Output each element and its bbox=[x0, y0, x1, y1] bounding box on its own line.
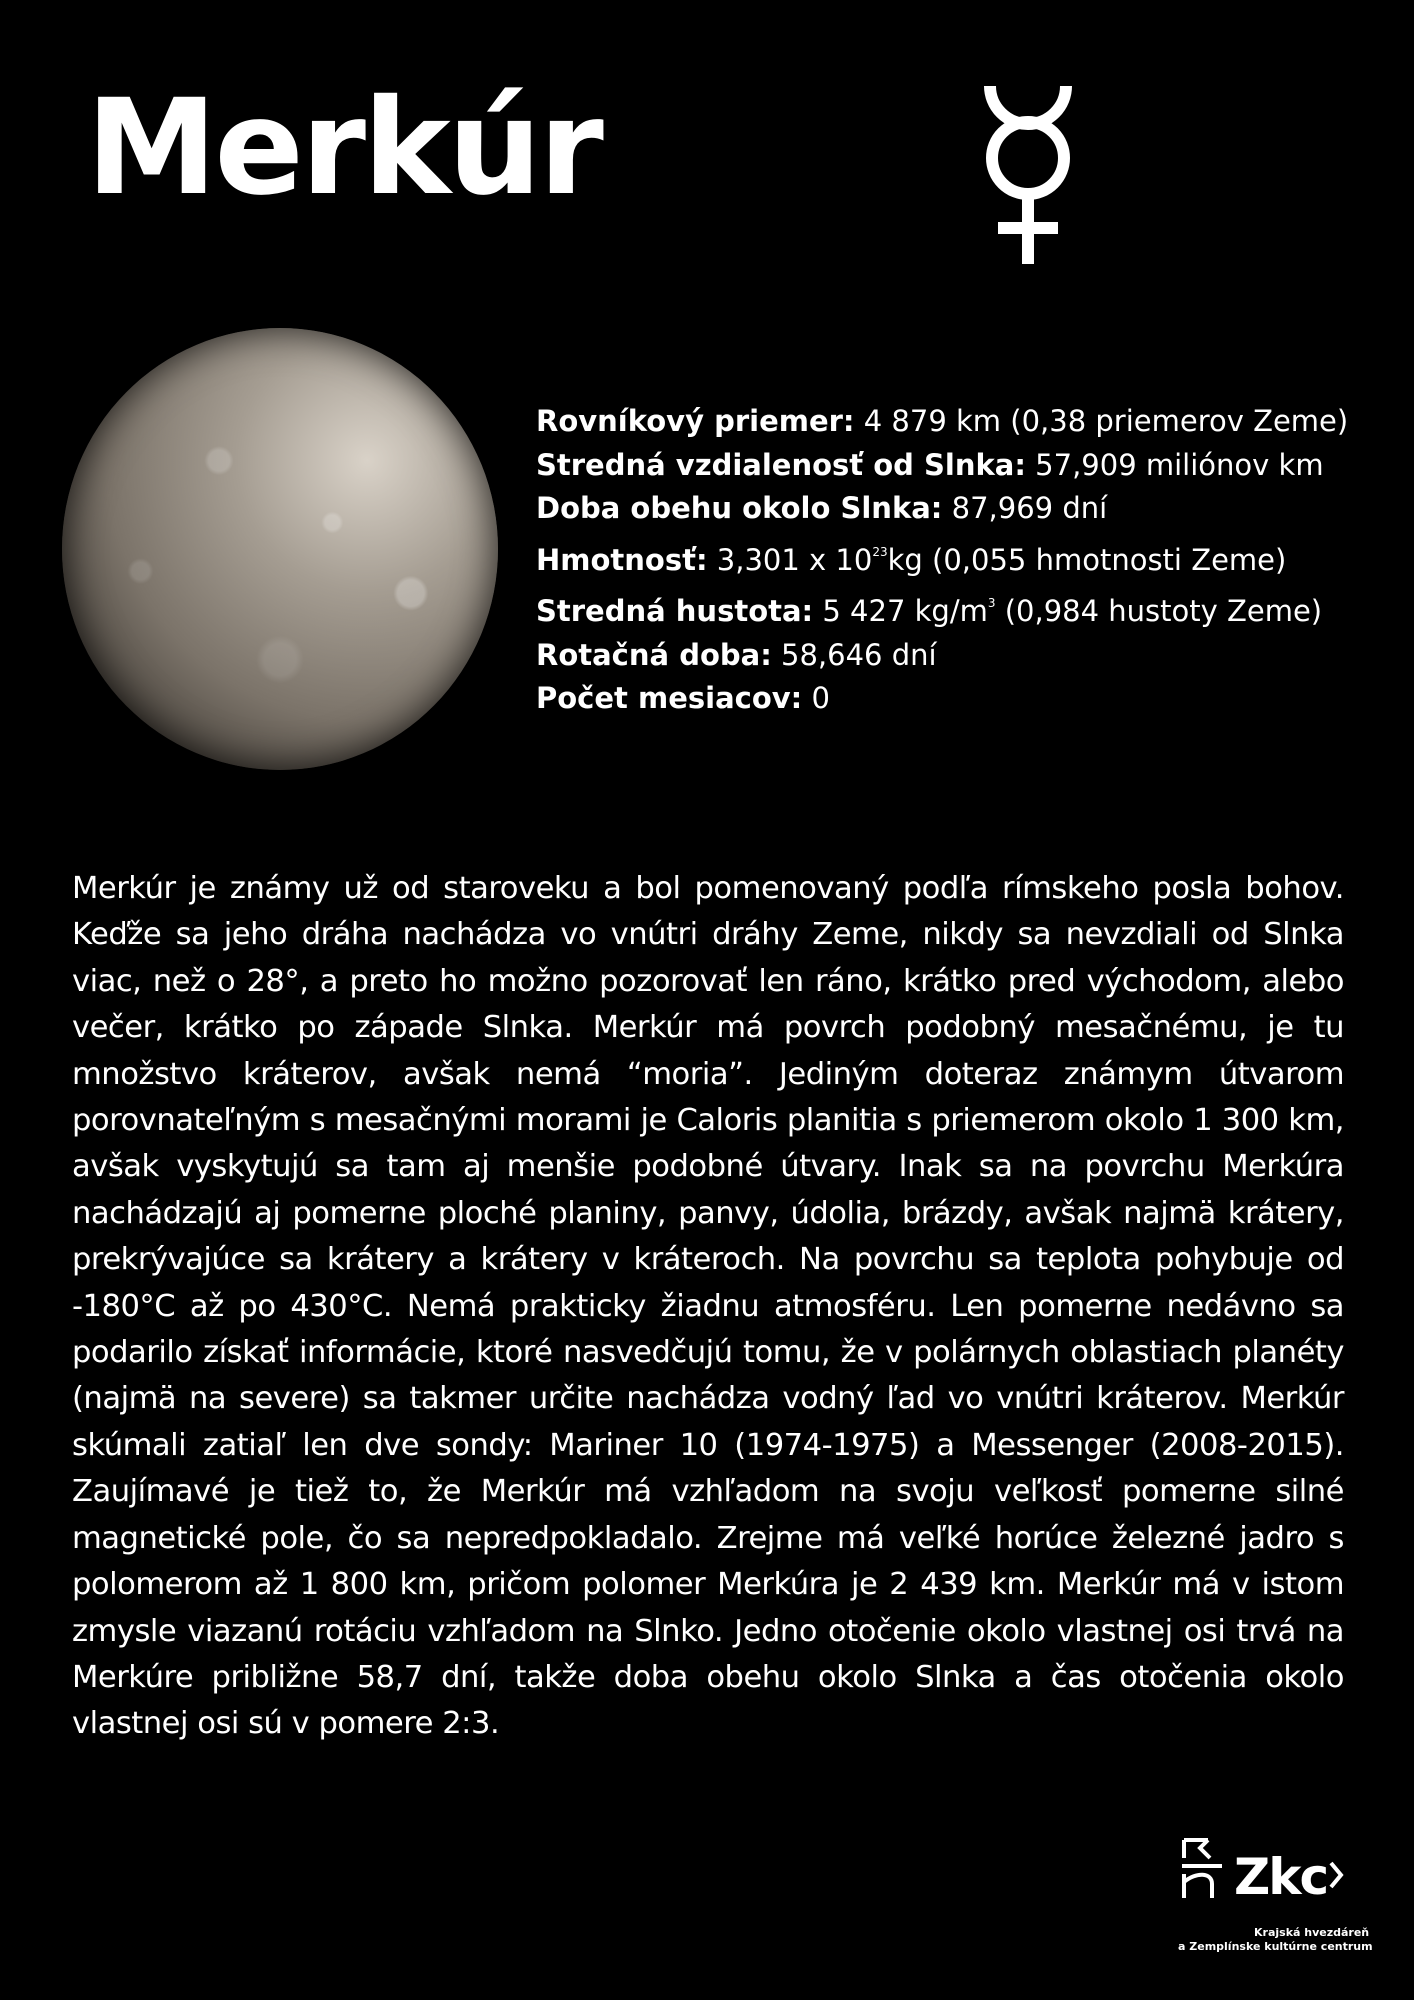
mercury-symbol-icon bbox=[980, 82, 1076, 272]
planet-stats bbox=[536, 400, 1376, 721]
kh-logo-icon bbox=[1178, 1838, 1226, 1902]
logo-subtitle-line2: a Zemplínske kultúrne centrum bbox=[1178, 1940, 1373, 1953]
stat-rotation-period: Rotačná doba: 58,646 dní bbox=[536, 637, 937, 672]
stat-mean-density: Stredná hustota: 5 427 $kg/m^3$ (0,984 hustoty Zeme) bbox=[536, 594, 1323, 628]
organization-logo bbox=[1178, 1838, 1373, 1958]
logo-name: Zkc bbox=[1234, 1848, 1328, 1906]
description-text: Merkúr je známy už od staroveku a bol pomenovaný podľa rímskeho posla bohov. Keďže sa jeho dráha nachádza vo vnútri dráhy Zeme, nikdy sa nevzdiali od Slnka viac, než o 28°, a preto ho možno pozorovať len ráno, krátko pred východom, alebo večer, krátko po západe Slnka. Merkúr má povrch podobný mesačnému, je tu množstvo kráterov, avšak nemá “moria”. Jediným doteraz známym útvarom porovnateľným s mesačnými morami je Caloris planitia s priemerom okolo 1 300 km, avšak vyskytujú sa tam aj menšie podobné útvary. Inak sa na povrchu Merkúra nachádzajú aj pomerne ploché planiny, panvy, údolia, brázdy, avšak najmä krátery, prekrývajúce sa krátery a krátery v kráteroch. Na povrchu sa teplota pohybuje od -180°C až po 430°C. Nemá prakticky žiadnu atmosféru. Len pomerne nedávno sa podarilo získať informácie, ktoré nasvedčujú tomu, že v polárnych oblastiach planéty (najmä na severe) sa takmer určite nachádza vodný ľad vo vnútri kráterov. Merkúr skúmali zatiaľ len dve sondy: Mariner 10 (1974-1975) a Messenger (2008-2015). Zaujímavé je tiež to, že Merkúr má vzhľadom na svoju veľkosť pomerne silné magnetické pole, čo sa nepredpokladalo. Zrejme má veľké horúce železné jadro s polomerom až 1 800 km, pričom polomer Merkúra je 2 439 km. Merkúr má v istom zmysle viazanú rotáciu vzhľadom na Slnko. Jedno otočenie okolo vlastnej osi trvá na Merkúre približne 58,7 dní, takže doba obehu okolo Slnka a čas otočenia okolo vlastnej osi sú v pomere 2:3. bbox=[72, 871, 1344, 1742]
page-title: Merkúr bbox=[86, 71, 601, 225]
stat-equatorial-diameter: Rovníkový priemer: 4 879 km (0,38 priemerov Zeme) bbox=[536, 404, 1349, 438]
mercury-planet-image bbox=[62, 328, 498, 770]
stat-moon-count: Počet mesiacov: 0 bbox=[536, 681, 830, 715]
stat-orbital-period: Doba obehu okolo Slnka: 87,969 dní bbox=[536, 491, 1108, 525]
stat-mean-distance: Stredná vzdialenosť od Slnka: 57,909 miliónov km bbox=[536, 447, 1324, 482]
stat-mass: Hmotnosť: 3,301 x $10^{23}kg$ (0,055 hmotnosti Zeme) bbox=[536, 542, 1287, 577]
chevron-right-icon bbox=[1328, 1860, 1344, 1890]
logo-subtitle-line1: Krajská hvezdáreň bbox=[1254, 1926, 1370, 1939]
